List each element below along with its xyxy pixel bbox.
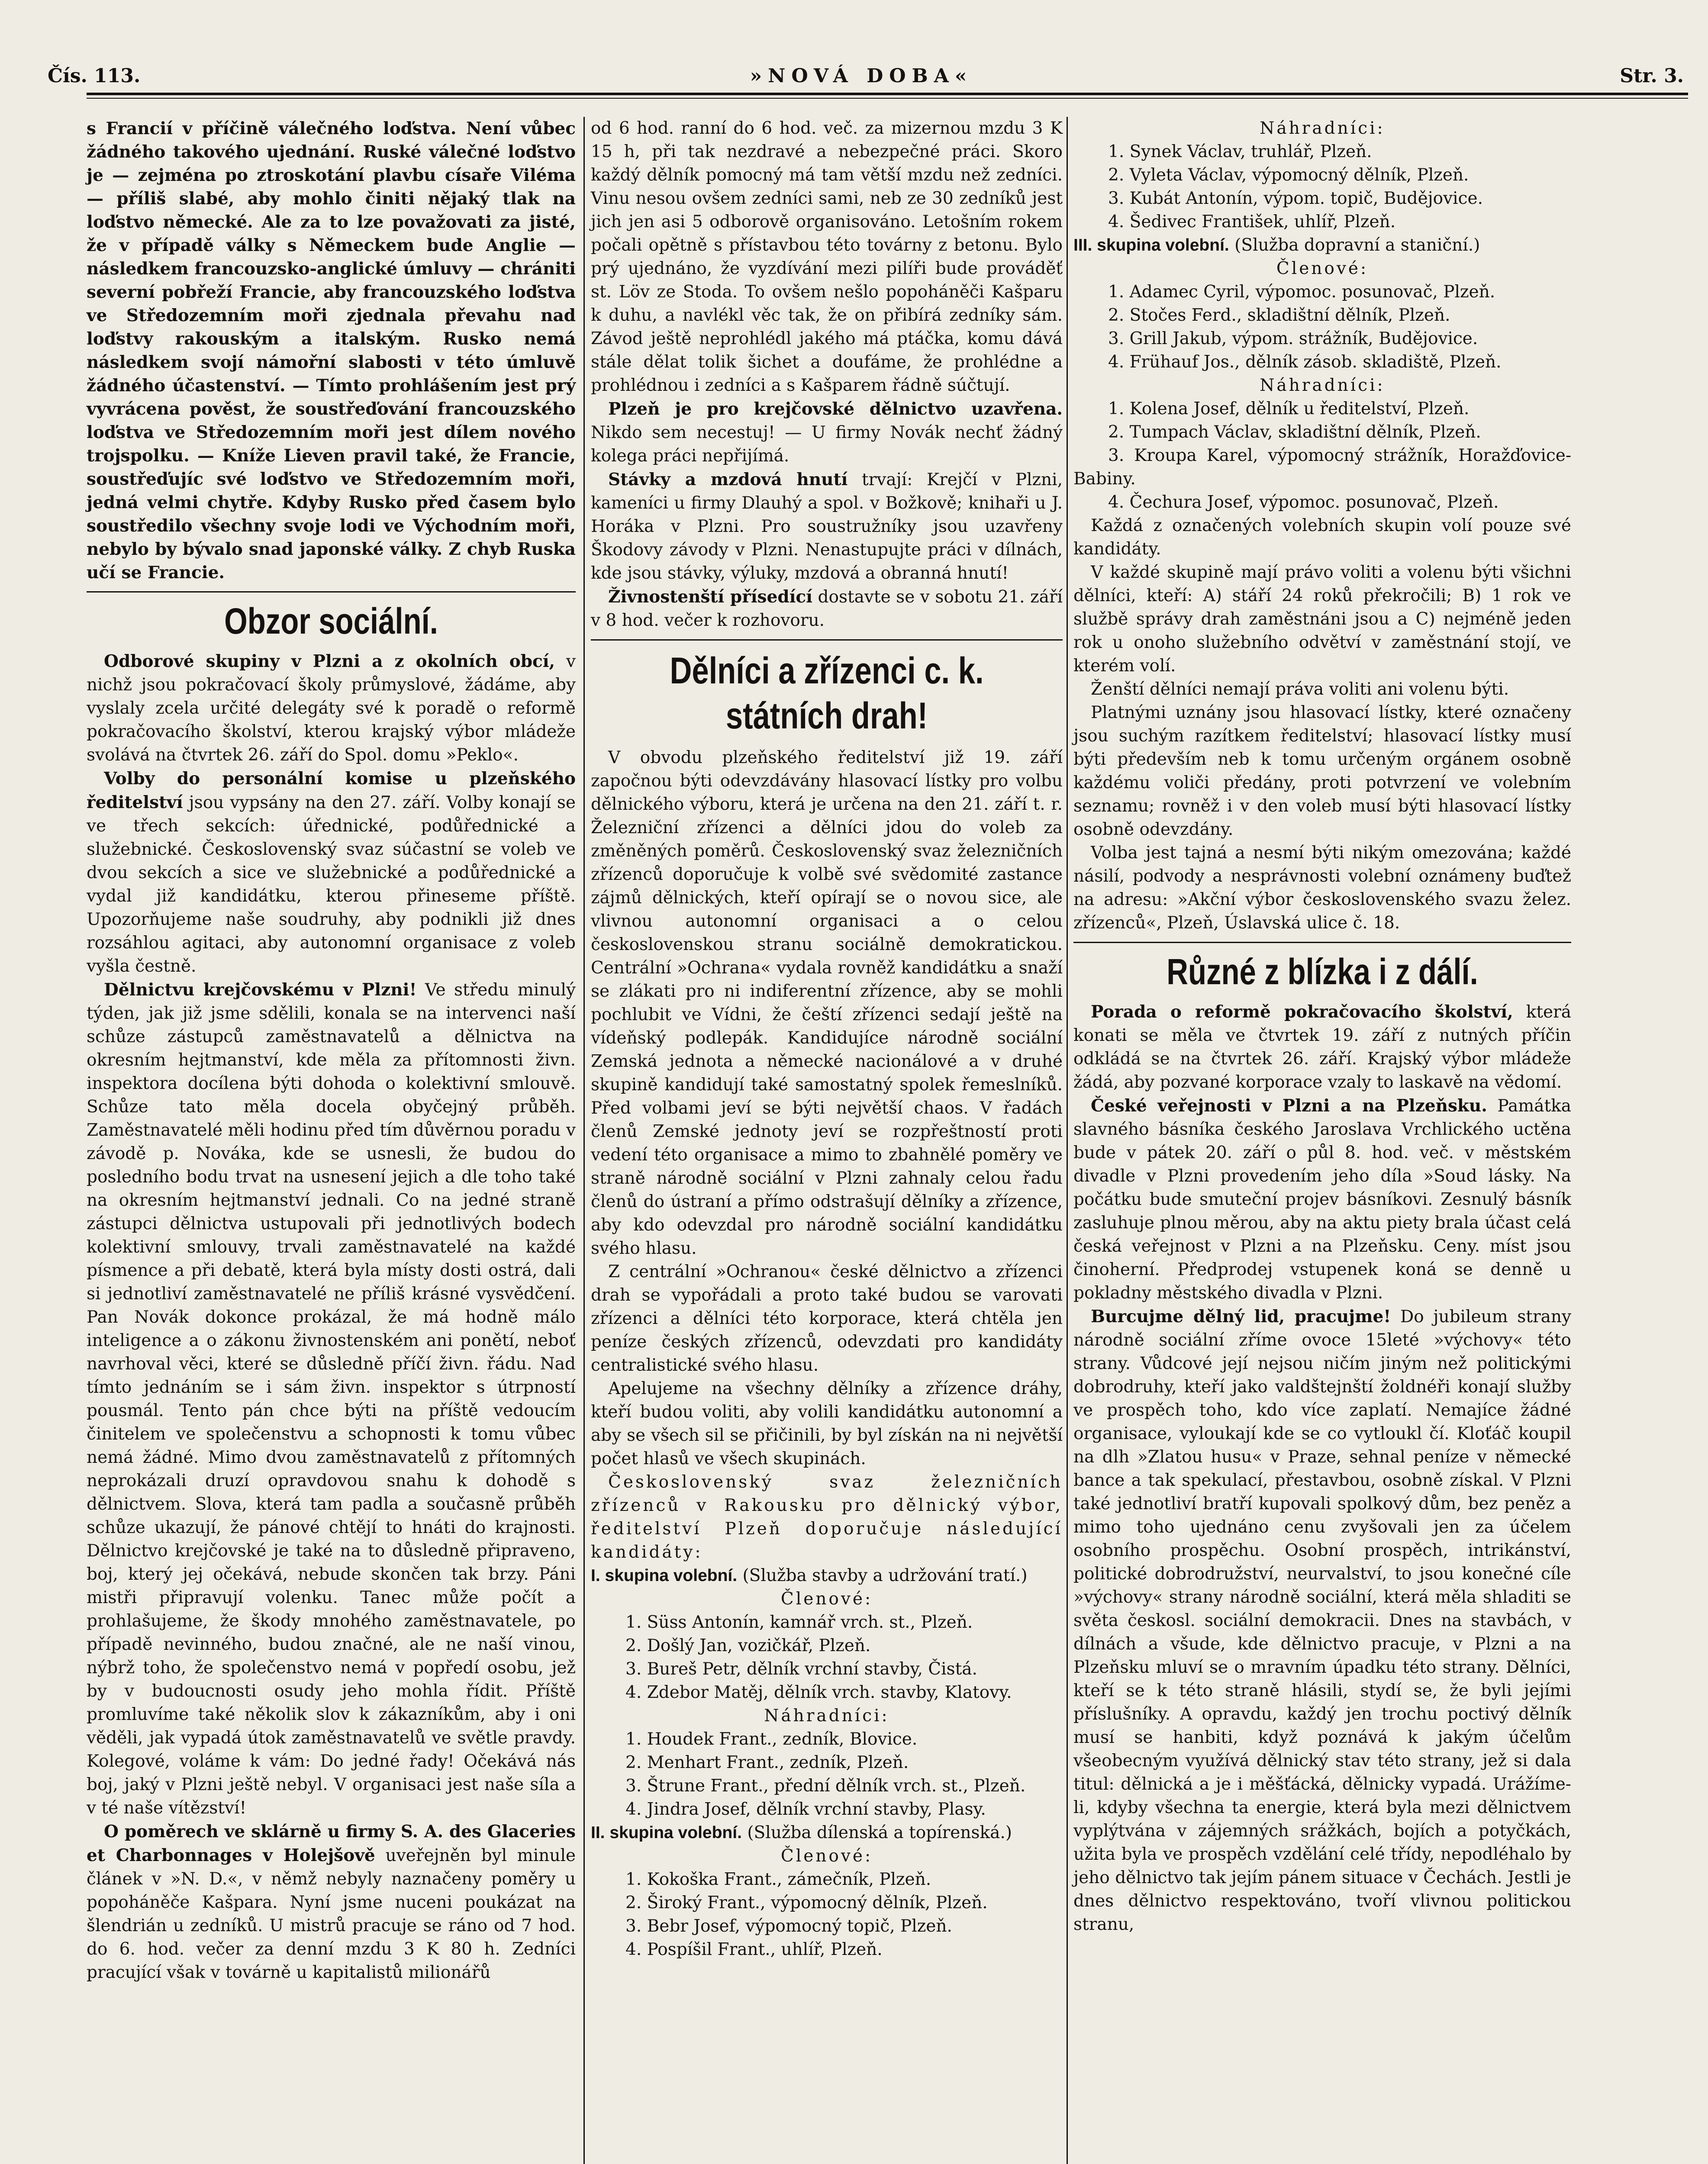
candidate-list (1073, 140, 1571, 234)
article-paragraph: Volba jest tajná a nesmí býti nikým omezována; každé násilí, podvody a nesprávnosti volební oznámeny buďtež na adresu: »Akční výbor československého svazu želez. zřízenců«, Plzeň, Úslavská ulice č. 18. (1073, 843, 1571, 933)
candidate-item: 3. Kubát Antonín, výpom. topič, Budějovice. (1108, 189, 1483, 208)
group-heading (1073, 234, 1571, 257)
group-title: I. skupina volební. (591, 1566, 738, 1585)
members-label: Členové: (1276, 259, 1369, 278)
group-description: (Služba stavby a udržování tratí.) (742, 1566, 1028, 1585)
article-text: která konati se měla ve čtvrtek 19. září z nutných příčin odkládá se na čtvrtek 26. září. Krajský výbor mládeže žádá, aby pozvané korporace vzaly to laskavě na vědomí. (1073, 1002, 1571, 1092)
article-paragraph: Každá z označených volebních skupin volí pouze své kandidáty. (1073, 516, 1571, 559)
article-text: uveřejněn byl minule článek v »N. D.«, v němž nebyly naznačeny poměry u popoháněče Kašpara. Nyní jsme nuceni poukázat na šlendrián u zedníků. U mistrů pracuje se ráno od 7 hod. do 6. hod. večer za denní mzdu 3 K 80 h. Zedníci pracující však v továrně u kapitalistů milionářů (87, 1846, 576, 1982)
article-heading: Burcujme dělný lid, pracujme! (1091, 1307, 1391, 1327)
page-header (39, 61, 1684, 91)
article-paragraph (1073, 1000, 1571, 1094)
group-description: (Služba dopravní a staniční.) (1234, 235, 1480, 255)
article-text: v nichž jsou pokračovací školy průmyslové, žádáme, aby vyslaly zcela určité delegáty své k poradě o reformě pokračovacího školství, kterou krajský výbor mládeže svolává na čtvrtek 26. září do Spol. domu »Peklo«. (87, 652, 576, 765)
candidate-item: 2. Vyleta Václav, výpomocný dělník, Plzeň. (1108, 165, 1469, 185)
article-heading: Stávky a mzdová hnutí (608, 470, 848, 489)
article-heading: Volby do personální komise u plzeňského ředitelství (87, 769, 576, 812)
candidate-item: 4. Šedivec František, uhlíř, Plzeň. (1108, 212, 1396, 232)
column-divider (583, 117, 585, 2164)
candidate-item: 3. Grill Jakub, výpom. strážník, Budějovice. (1108, 329, 1478, 348)
article-text: Památka slavného básníka českého Jaroslava Vrchlického uctěna bude v pátek 20. září o půl 8. hod. več. v městském divadle v Plzni provedením jeho díla »Soud lásky. Na počátku bude smuteční projev básníkovi. Zesnulý básník zasluhuje plnou měrou, aby na aktu piety brala účast celá česká veřejnost v Plzni a na Plzeňsku. Ceny. míst jsou činoherní. Předprodej vstupenek koná se denně u pokladny městského divadla v Plzni. (1073, 1096, 1571, 1303)
article-heading: Plzeň je pro krejčovské dělnictvo uzavřena. (608, 399, 1063, 419)
article-paragraph: V obvodu plzeňského ředitelství již 19. září započnou býti odevzdávány hlasovací lístky pro volbu dělnického výboru, která je určena na den 21. září t. r. Železniční zřízenci a dělníci jdou do voleb za změněných poměrů. Československý svaz železničních zřízenců doporučuje k volbě své svědomité zastance zájmů dělnických, kteří opírají se o novou sice, ale vlivnou autonomní organisaci a o celou československou stranu sociálně demokratickou. Centrální »Ochrana« vydala rovněž kandidátku a snaží se zlákati pro ni indiferentní zřízence, aby se mohli pochlubit ve Vídni, že čeští zřízenci sedají ještě na vídeňský podlepák. Kandidujíce národně sociální Zemská jednota a německé nacionálové a v druhé skupině kandidují také samostatný spolek řemeslníků. Před volbami jeví se býti největší chaos. V řadách členů Zemské jednoty jeví se rozpřeštností proti vedení této organisace a mimo to zbahnělé poměry ve straně národně sociální v Plzni zahnaly celou řadu členů do ústraní a přímo odstrašují dělníky a zřízence, aby kdo odevzdal pro národně sociální kandidátku svého hlasu. (591, 748, 1063, 1258)
group-title: III. skupina volební. (1073, 236, 1229, 254)
header-rule-thin (87, 98, 1688, 99)
header-rule (87, 93, 1688, 95)
column-divider (1067, 117, 1068, 2164)
substitutes-label: Náhradníci: (764, 1706, 889, 1726)
article-heading: O poměrech ve sklárně u firmy S. A. des Glaceries et Charbonnages v Holejšově (87, 1822, 576, 1865)
candidate-item: 4. Frühauf Jos., dělník zásob. skladiště, Plzeň. (1108, 352, 1502, 372)
candidate-item: 2. Široký Frant., výpomocný dělník, Plzeň. (625, 1893, 988, 1913)
column-3 (1073, 117, 1571, 1936)
article-paragraph (87, 1820, 576, 1984)
article-paragraph (1073, 1305, 1571, 1936)
members-label: Členové: (780, 1846, 873, 1866)
article-paragraph (87, 978, 576, 1820)
candidate-item: 4. Zdebor Matěj, dělník vrch. stavby, Klatovy. (625, 1683, 1012, 1702)
members-label: Členové: (780, 1589, 873, 1609)
article-heading: Porada o reformě pokračovacího školství, (1091, 1002, 1513, 1022)
article-text: Do jubileum strany národně sociální zříme ovoce 15leté »výchovy« této strany. Vůdcové její nejsou ničím jiným než politickými dobrodruhy, kteří jako valdštejnští žoldnéři konají služby ve prospěch toho, kdo více zaplatí. Nemajíce žádné organisace, vyloukají kde se co vytloukl čí. Kloťáč koupil na dlh »Zlatou husu« v Praze, sehnal peníze v německé bance a tak spekulací, přestavbou, osobně získal. V Plzni také jednotliví bratří kupovali spolkový dům, bez peněz a mimo toho ujednáno cenu zvyšovali jen za účelem osobního prospěchu. Osobní prospěch, intrikánství, politické dobrodružství, neurvalství, to jsou konečné cíle »výchovy« strany národně sociální, která měla shladiti se světa českosl. sociální demokracii. Dnes na stavbách, v dílnách a všude, kde dělnictvo pracuje, v Plzni a na Plzeňsku mluví se o mravním úpadku této strany. Dělníci, kteří se k této straně hlásili, stydí se, že byli jejími příslušníky. A opravdu, každý jen trochu poctivý dělník musí se hanbiti, když poznává k jakým účelům všeobecným využívá dělnický stav této strany, jež si dala titul: dělnická a je i měšťácká, dělnicky vypadá. Urážíme-li, kdyby všechna ta energie, která byla mezi dělnictvem vyplýtvána v zájemných srážkách, bojích a potyčkách, užita byla ve prospěch vzdělání celé třídy, nepodléhalo by jeho dělnictvo tak jejím pánem situace v Čechách. Jestli je dnes dělnictvo respektováno, tvoří vlivnou politickou stranu, (1073, 1307, 1572, 1934)
candidate-item: 1. Synek Václav, truhlář, Plzeň. (1108, 142, 1372, 161)
candidate-item: 2. Stočes Ferd., skladištní dělník, Plzeň. (1108, 306, 1450, 325)
group-title: II. skupina volební. (591, 1823, 742, 1842)
article-paragraph: Československý svaz železničních zřízenců v Rakousku pro dělnický výbor, ředitelství Plzeň doporučuje následující kandidáty: (591, 1472, 1063, 1562)
candidate-item: 4. Pospíšil Frant., uhlíř, Plzeň. (625, 1940, 883, 1959)
article-paragraph (87, 767, 576, 978)
article-paragraph: Z centrální »Ochranou« české dělnictvo a zřízenci drah se vypořádali a proto také budou se varovati zřízenci a dělníci této korporace, která chtěla jen peníze českých zřízenců, odevzdati pro kandidáty centralistické svého hlasu. (591, 1262, 1063, 1375)
article-paragraph: Apelujeme na všechny dělníky a zřízence dráhy, kteří budou voliti, aby volili kandidátku autonomní a aby se všech sil se přičinili, by byl získán na ni největší počet hlasů ve všech skupinách. (591, 1379, 1063, 1468)
candidate-item: 3. Bebr Josef, výpomocný topič, Plzeň. (625, 1916, 952, 1936)
article-heading: Dělnictvu krejčovskému v Plzni! (104, 980, 417, 1000)
candidate-item: 3. Kroupa Karel, výpomocný strážník, Horažďovice-Babiny. (1073, 446, 1571, 489)
section-title: Dělníci a zřízenci c. k. státních drah! (670, 650, 984, 737)
issue-number: Čís. 113. (48, 65, 141, 87)
candidate-item: 1. Süss Antonín, kamnář vrch. st., Plzeň. (625, 1613, 973, 1632)
article-text: trvají: Krejčí v Plzni, kameníci u firmy Dlauhý a spol. v Božkově; knihaři u J. Horáka v Plzni. Pro soustružníky jsou uzavřeny Škodovy závody v Plzni. Nenastupujte práci v dílnách, kde jsou stávky, výluky, mzdová a obranná hnutí! (591, 470, 1063, 583)
article-paragraph: V každé skupině mají právo voliti a volenu býti všichni dělníci, kteří: A) stáří 24 roků překročili; B) 1 rok ve službě správy drah zaměstnáni jsou a C) nejméně jeden rok u onoho služebního odvětví v zaměstnání stojí, ve kterém volí. (1073, 563, 1571, 676)
candidate-item: 3. Bureš Petr, dělník vrchní stavby, Čistá. (625, 1659, 977, 1679)
candidate-item: 2. Menhart Frant., zedník, Plzeň. (625, 1753, 909, 1772)
candidate-item: 3. Štrune Frant., přední dělník vrch. st., Plzeň. (625, 1776, 1026, 1796)
candidate-list (591, 1728, 1063, 1821)
candidate-item: 1. Adamec Cyril, výpomoc. posunovač, Plzeň. (1108, 282, 1495, 302)
article-text: od 6 hod. ranní do 6 hod. več. za mizernou mzdu 3 K 15 h, při tak nezdravé a nebezpečné práci. Skoro každý dělník pomocný má tam větší mzdu než zedníci. Vinu nesou ovšem zedníci sami, neb ze 30 zedníků jest jich jen asi 5 odborově organisováno. Letošním rokem počali opětně s přístavbou této továrny z betonu. Bylo prý ujednáno, že vyzdívání mezi pilíři bude prováděť st. Löv ze Stoda. To ovšem nešlo popoháněči Kašparu k duhu, a navlékl věc tak, že on přibírá zedníky sám. Závod ještě neprohlédl jakého má ptáčka, komu dává stále dělat tolik šichet a doufáme, že prohlédne a prohlédnou i zedníci a s Kašparem řádně súčtují. (591, 119, 1063, 395)
article-paragraph: Ženští dělníci nemají práva voliti ani volenu býti. (1091, 679, 1509, 699)
candidate-item: 1. Kolena Josef, dělník u ředitelství, Plzeň. (1108, 399, 1470, 419)
column-2 (591, 117, 1063, 1961)
article-paragraph: Platnými uznány jsou hlasovací lístky, které označeny jsou suchým razítkem ředitelství; hlasovací lístky musí býti především neb k tomu určeným orgánem osobně každému voliči předány, proti potvrzení ve volebním seznamu; rovněž i v den voleb musí býti hlasovací lístky osobně odevzdány. (1073, 703, 1571, 839)
article-paragraph (87, 650, 576, 767)
article-paragraph (591, 468, 1063, 585)
article-text: jsou vypsány na den 27. září. Volby konají se ve třech sekcích: úřednické, podůřednické a služebnické. Československý svaz súčastní se voleb ve dvou sekcích a sice ve služebnické a podůřednické a vydal již kandidátku, kterou přineseme příště. Upozorňujeme naše soudruhy, aby podnikli již dnes rozsáhlou agitaci, aby autonomní organisace z voleb vyšla čestně. (87, 793, 576, 976)
article-text: Nikdo sem necestuj! — U firmy Novák nechť žádný kolega práci nepřijímá. (591, 423, 1063, 466)
candidate-item: 1. Houdek Frant., zedník, Blovice. (625, 1729, 918, 1749)
candidate-item: 4. Čechura Josef, výpomoc. posunovač, Plzeň. (1108, 493, 1499, 512)
group-heading (591, 1564, 1063, 1588)
candidate-item: 4. Jindra Josef, dělník vrchní stavby, Plasy. (625, 1800, 986, 1819)
section-title: Obzor sociální. (224, 601, 438, 641)
group-description: (Služba dílenská a topírenská.) (747, 1823, 1012, 1842)
candidate-list (1073, 280, 1571, 374)
candidate-item: 2. Tumpach Václav, skladištní dělník, Plzeň. (1108, 422, 1481, 442)
article-text: dostavte se v sobotu 21. září v 8 hod. večer k rozhovoru. (591, 587, 1063, 630)
candidate-list (591, 1611, 1063, 1704)
candidate-item: 1. Kokoška Frant., zámečník, Plzeň. (625, 1870, 931, 1889)
article-heading: Odborové skupiny v Plzni a z okolních obcí, (104, 651, 555, 671)
page-number: Str. 3. (1620, 65, 1684, 87)
article-heading: Živnostenští přísedící (608, 587, 812, 607)
article-text: s Francií v příčině válečného loďstva. Není vůbec žádného takového ujednání. Ruské válečné loďstvo je — zejména po ztroskotání plavbu císaře Viléma — příliš slabé, aby mohlo činiti nějaký tlak na loďstvo německé. Ale za to lze považovati za jisté, že v případě války s Německem bude Anglie — následkem francouzsko-anglické úmluvy — chrániti severní pobřeží Francie, aby francouzského loďstva ve Středozemním moři zjednala převahu nad loďstvy rakouským a italským. Rusko nemá následkem svojí námořní slabosti v této úmluvě žádného účastenství. — Tímto prohlášením jest prý vyvrácena pověst, že soustřeďování francouzského loďstva ve Středozemním moři jest dílem nového trojspolku. — Kníže Lieven pravil také, že Francie, soustřeďujíc své loďstvo ve Středozemním moři, jedná velmi chytře. Kdyby Rusko před časem bylo soustředilo všechny svoje lodi ve Východním moři, nebylo by bývalo snad japonské války. Z chyb Ruska učí se Francie. (87, 119, 576, 583)
article-paragraph (591, 585, 1063, 632)
candidate-list (1073, 397, 1571, 514)
article-text: Ve středu minulý týden, jak již jsme sdělili, konala se na intervenci naší schůze zástupců zaměstnavatelů a dělnictva na okresním hejtmanství, kde měla za přítomnosti živn. inspektora docílena býti dohoda o kolektivní smlouvě. Schůze tato měla docela obyčejný průběh. Zaměstnavatelé měli hodinu před tím důvěrnou poradu v závodě p. Nováka, kde se usnesli, že budou do posledního bodu trvat na usnesení jejich a dle toho také na okresním hejtmanství jednali. Co na jedné straně zástupci dělnictva ustupovali při jednotlivých bodech kolektivní smlouvy, trvali zaměstnavatelé na každé písmence a při debatě, která byla místy dosti ostrá, dali si jednotliví zaměstnavatelé ne příliš krásné vysvědčení. Pan Novák dokonce prokázal, že má hodně málo inteligence a o zákonu živnostenském ani ponětí, neboť navrhoval věci, které se důsledně příčí živn. řádu. Nad tímto jednáním se i sám živn. inspektor s útrpností pousmál. Tento pán chce býti na příště vedoucím činitelem ve společenstvu a schopnosti k tomu vůbec nemá žádné. Mimo dvou zaměstnavatelů z přítomných neprokázali druzí opravdovou snahu k dohodě s dělnictvem. Slova, která tam padla a současně průběh schůze ukazují, že pánové chtějí to hnáti do krajnosti. Dělnictvo krejčovské je také na to důsledně připraveno, boj, který jej očekává, nebude skončen tak brzy. Páni mistři připravují volenku. Tanec může počít a prohlašujeme, že škody mnohého zaměstnavatele, po případě nevinného, budou značné, ale ne naší vinou, nýbrž toho, že společenstvo nemá v popředí osobu, jež by v budoucnosti osudy jeho mohla řídit. Příště promluvíme také několik slov k zákazníkům, aby i oni věděli, jak vypadá útok zaměstnavatelů ve světle pravdy. Kolegové, voláme k vám: Do jedné řady! Očekává nás boj, jaký v Plzni ještě nebyl. V organisaci jest naše síla a v té naše vítězství! (87, 980, 576, 1818)
article-paragraph (591, 397, 1063, 468)
substitutes-label: Náhradníci: (1260, 119, 1385, 138)
divider (1073, 942, 1571, 943)
divider (87, 591, 576, 593)
divider (591, 639, 1063, 641)
candidate-list (591, 1868, 1063, 1961)
substitutes-label: Náhradníci: (1260, 376, 1385, 395)
candidate-item: 2. Došlý Jan, vozičkář, Plzeň. (625, 1636, 871, 1655)
masthead-title: »NOVÁ DOBA« (750, 65, 973, 87)
column-1 (87, 117, 576, 1984)
section-title: Různé z blízka i z dálí. (1167, 951, 1478, 992)
article-paragraph (1073, 1094, 1571, 1305)
article-heading: České veřejnosti v Plzni a na Plzeňsku. (1091, 1096, 1487, 1116)
group-heading (591, 1821, 1063, 1845)
